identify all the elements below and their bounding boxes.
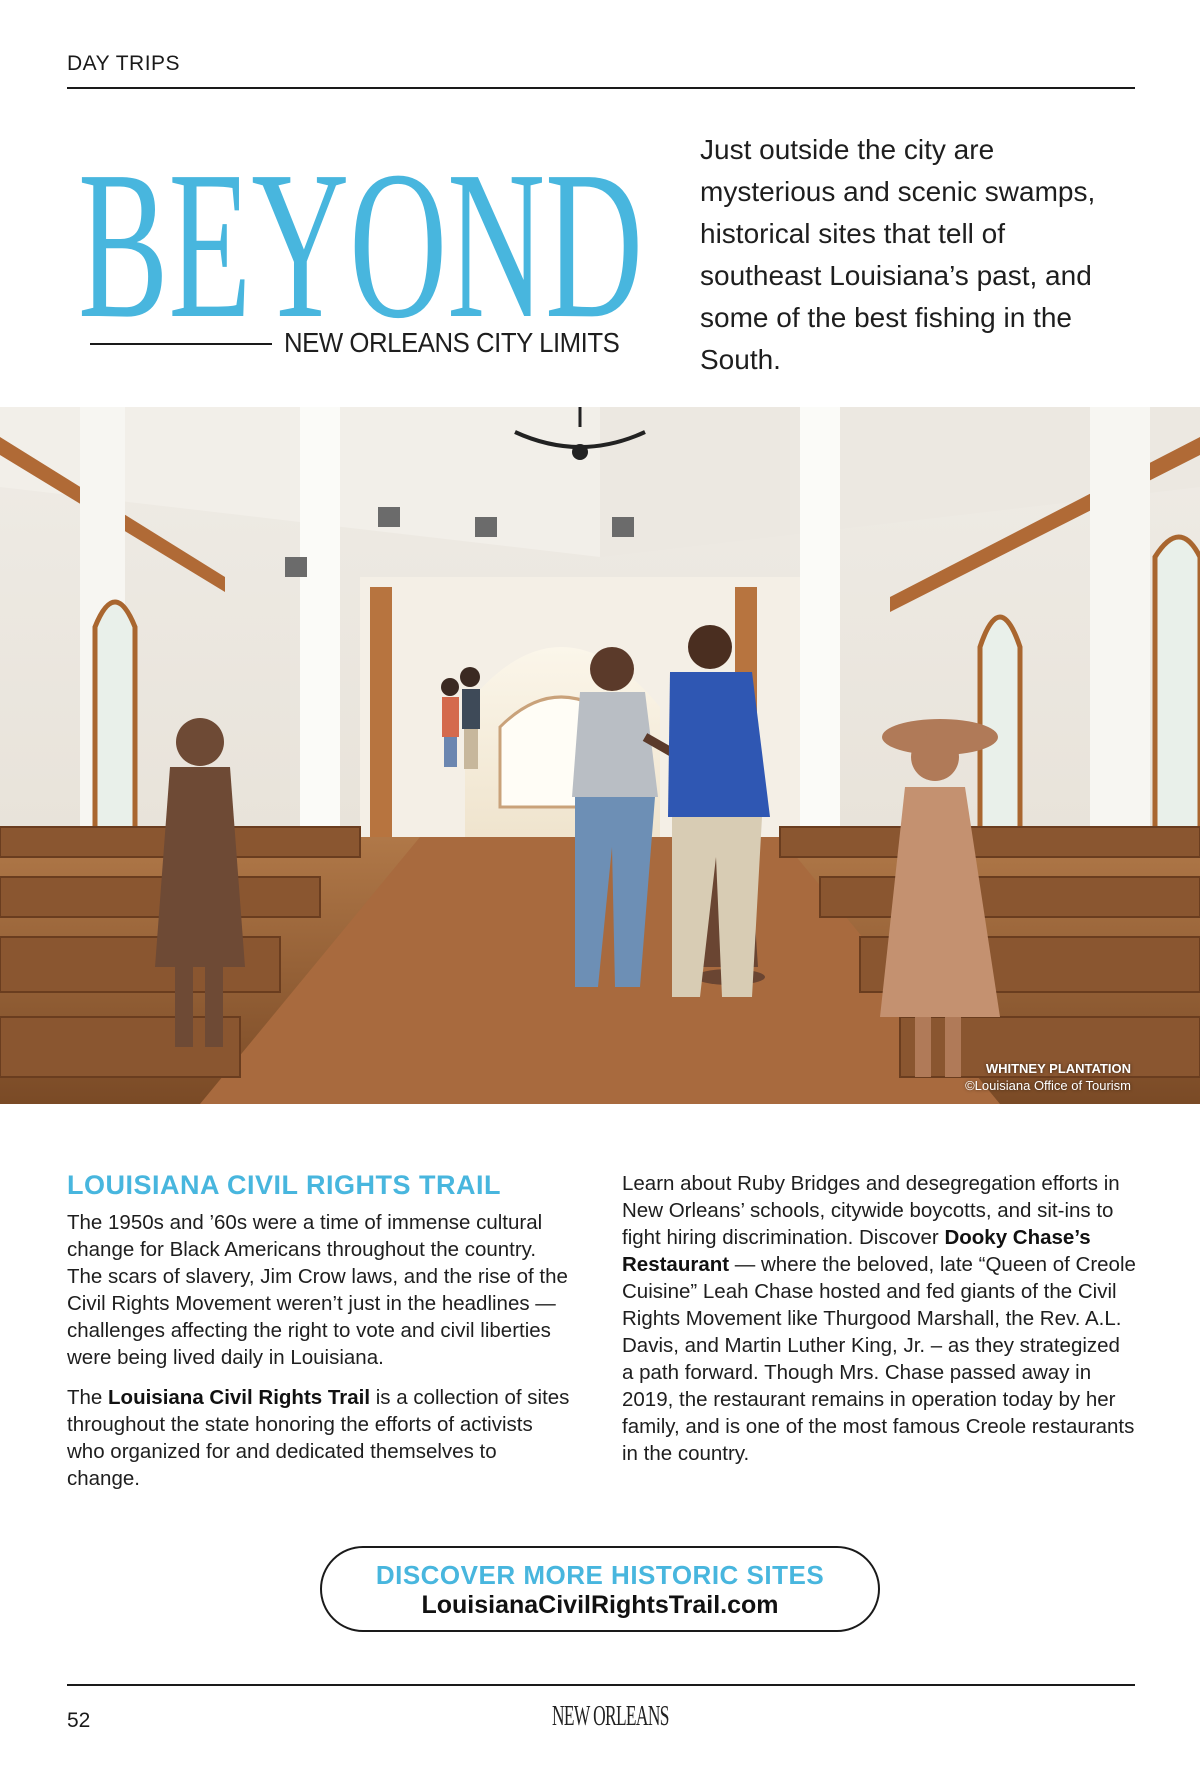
article-heading: LOUISIANA CIVIL RIGHTS TRAIL: [67, 1170, 502, 1200]
hero-intro: Just outside the city are mysterious and scenic swamps, historical sites that tell of southeast Louisiana’s past, and some of the best fishing in the South.: [700, 134, 1096, 375]
page-number: 52: [67, 1709, 91, 1732]
subtitle-rule: [90, 343, 272, 345]
section-label: DAY TRIPS: [67, 52, 181, 75]
photo-credit: [965, 1060, 1131, 1094]
cta-line-1: DISCOVER MORE HISTORIC SITES: [375, 1560, 825, 1590]
hero-subtitle: NEW ORLEANS CITY LIMITS: [284, 327, 620, 358]
beyond-title-text: BEYOND: [78, 138, 643, 338]
church-interior-photo: [0, 407, 1200, 1104]
beyond-title: [78, 138, 653, 338]
article-left-column: [67, 1169, 572, 1505]
discover-historic-sites-button[interactable]: [320, 1546, 880, 1632]
article-paragraph-2: The Louisiana Civil Rights Trail is a collection of sites throughout the state honoring the efforts of activists who organized for and dedicated themselves to change.: [67, 1386, 570, 1490]
trail-name: Louisiana Civil Rights Trail: [108, 1386, 371, 1409]
new-orleans-logo: NEW ORLEANS: [552, 1701, 669, 1732]
article-paragraph-1: The 1950s and ’60s were a time of immense cultural change for Black Americans throughout the country. The scars of slavery, Jim Crow laws, and the rise of the Civil Rights Movement weren’t just in the headlines — challenges affecting the right to vote and civil liberties were being lived daily in Louisiana.: [67, 1211, 568, 1369]
article-right-column: [622, 1170, 1137, 1480]
photo-caption-credit: ©Louisiana Office of Tourism: [965, 1078, 1131, 1093]
article-paragraph-3: Learn about Ruby Bridges and desegregation efforts in New Orleans’ schools, citywide boycotts, and sit-ins to fight hiring discrimination. Discover Dooky Chase’s Restaurant — where the beloved, late “Queen of Creole Cuisine” Leah Chase hosted and fed giants of the Civil Rights Movement like Thurgood Marshall, the Rev. A.L. Davis, and Martin Luther King, Jr. – as they strategized a path forward. Though Mrs. Chase passed away in 2019, the restaurant remains in operation today by her family, and is one of the most famous Creole restaurants in the country.: [622, 1172, 1136, 1465]
photo-caption-title: WHITNEY PLANTATION: [985, 1061, 1131, 1076]
restaurant-name: Dooky Chase’s Restaurant: [622, 1226, 1091, 1276]
bottom-rule: [67, 1684, 1135, 1686]
cta-url-link[interactable]: LouisianaCivilRightsTrail.com: [421, 1591, 779, 1619]
top-rule: [67, 87, 1135, 89]
